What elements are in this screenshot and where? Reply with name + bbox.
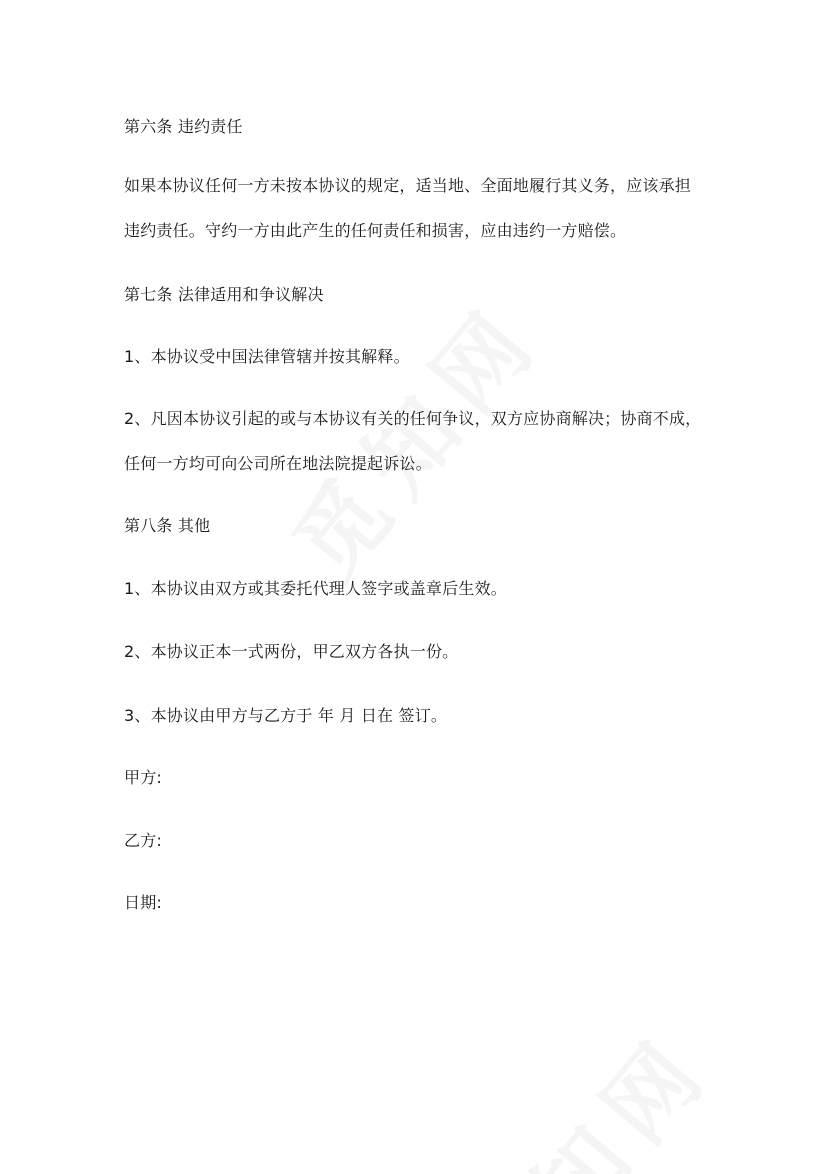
article-7-clause-2-line-1: 2、凡因本协议引起的或与本协议有关的任何争议，双方应协商解决；协商不成， bbox=[124, 409, 702, 428]
article-8-clause-3: 3、本协议由甲方与乙方于 年 月 日在 签订。 bbox=[124, 706, 448, 725]
article-6-heading: 第六条 违约责任 bbox=[124, 117, 243, 136]
watermark bbox=[258, 269, 566, 601]
article-8-clause-1: 1、本协议由双方或其委托代理人签字或盖章后生效。 bbox=[124, 579, 507, 598]
article-7-heading: 第七条 法律适用和争议解决 bbox=[124, 285, 324, 304]
watermark bbox=[428, 999, 736, 1174]
article-7-clause-1: 1、本协议受中国法律管辖并按其解释。 bbox=[124, 347, 410, 366]
article-7-clause-2-line-2: 任何一方均可向公司所在地法院提起诉讼。 bbox=[124, 454, 432, 473]
article-8-heading: 第八条 其他 bbox=[124, 516, 211, 535]
article-6-paragraph-line-2: 违约责任。守约一方由此产生的任何责任和损害，应由违约一方赔偿。 bbox=[124, 221, 627, 240]
party-a-signature-label: 甲方: bbox=[124, 768, 162, 787]
article-6-paragraph-line-1: 如果本协议任何一方未按本协议的规定，适当地、全面地履行其义务，应该承担 bbox=[124, 176, 692, 195]
date-label: 日期: bbox=[124, 893, 162, 912]
article-8-clause-2: 2、本协议正本一式两份，甲乙双方各执一份。 bbox=[124, 642, 459, 661]
party-b-signature-label: 乙方: bbox=[124, 831, 162, 850]
